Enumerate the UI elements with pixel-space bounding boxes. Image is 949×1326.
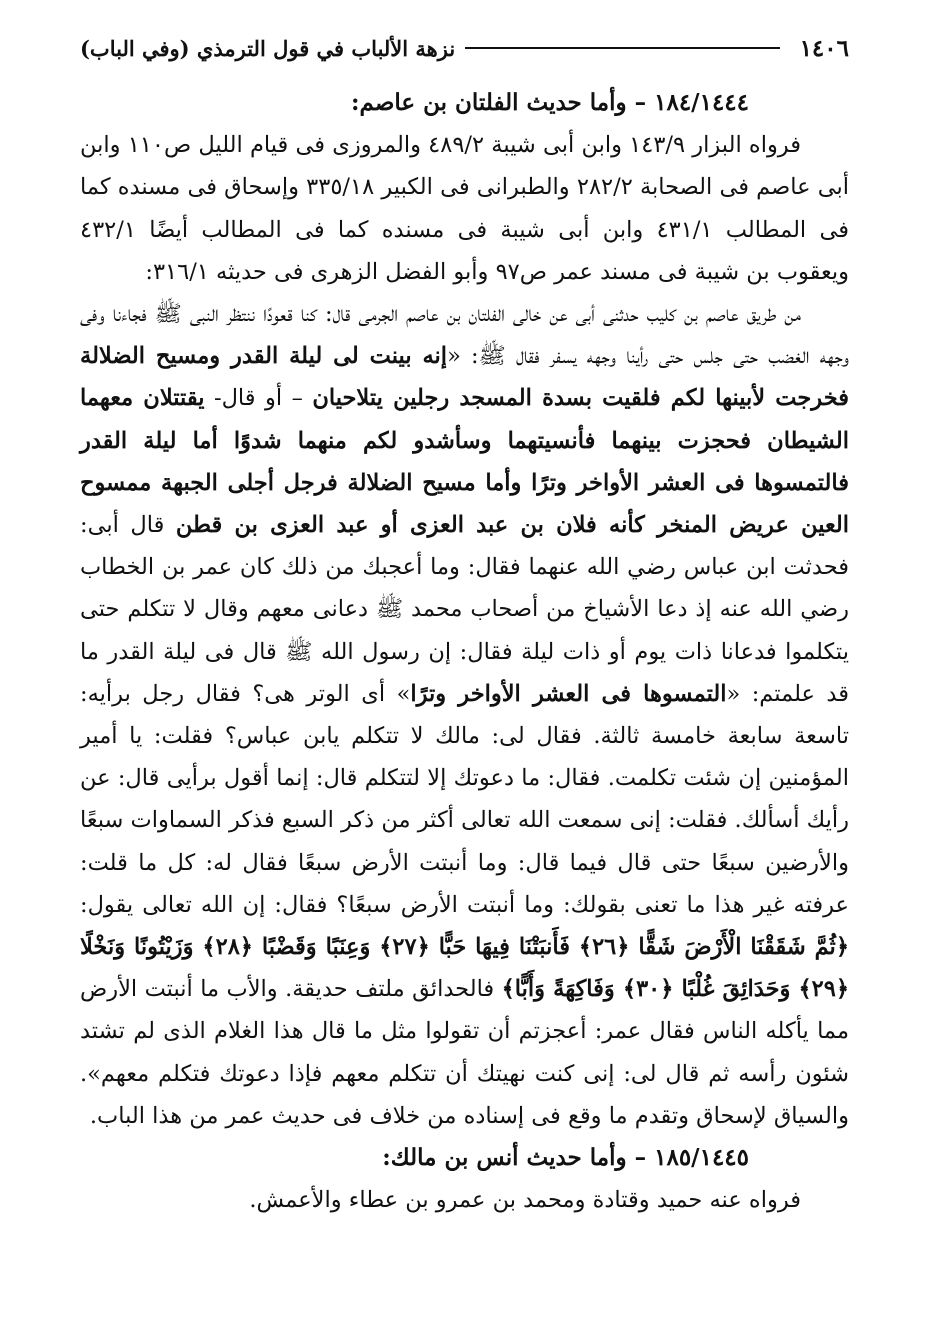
running-title: نزهة الألباب في قول الترمذي (وفي الباب) [80,35,456,61]
hadith-middle: قال أبى: فحدثت ابن عباس رضي الله عنهما فقال: وما أعجبك من ذلك كان عمر بن الخطاب رضي الله عنه إذ دعا الأشياخ من أصحاب محمد ﷺ دعانى معهم وقال لا تتكلم حتى يتكلموا فدعانا ذات يوم أو ذات ليلة فقال: إن رسول الله ﷺ قال فى ليلة القدر ما قد علمتم: « [80,512,849,707]
page-content [80,82,849,1221]
narrator-aside: – أو قال- [204,385,313,412]
hadith-closing: فالحدائق ملتف حديقة. والأب ما أنبتت الأرض مما يأكله الناس فقال عمر: أعجزتم أن تقولوا مثل ما قال هذا الغلام الذى لم تشتد شئون رأسه ثم قال لى: إنى كنت نهيتك أن تتكلم معهم فإذا دعوتك فتكلم معهم». والسياق لإسحاق وتقدم ما وقع فى إسناده من خلاف فى حديث عمر من هذا الباب. [80,976,849,1129]
header-rule [465,47,779,49]
prophet-quote-part-3: التمسوها فى العشر الأواخر وترًا [410,680,727,707]
hadith-dialogue: » أى الوتر هى؟ فقال رجل برأيه: تاسعة سابعة خامسة ثالثة. فقال لى: مالك لا تتكلم يابن عباس؟ فقلت: يا أمير المؤمنين إن شئت تكلمت. فقال: ما دعوتك إلا لتتكلم قال: إنما أقول برأيى قال: عن رأيك أسألك. فقلت: إنى سمعت الله تعالى أكثر من ذكر السبع فذكر السماوات سبعًا والأرضين سبعًا حتى قال فيما قال: وما أنبتت الأرض سبعًا فقال له: كل ما قلت: عرفته غير هذا ما تعنى بقولك: وما أنبتت الأرض سبعًا؟ فقال: إن الله تعالى يقول: [80,680,849,918]
running-header [80,28,849,68]
prophet-quote-part-2: يقتتلان معهما الشيطان فحجزت بينهما فأنسيتهما وسأشدو لكم منهما شدوًا أما ليلة القدر فالتمسوها فى العشر الأواخر وترًا وأما مسيح الضلالة فرجل أجلى الجبهة ممسوح العين عريض المنخر كأنه فلان بن عبد العزى أو عبد العزى بن قطن [80,385,849,539]
page-number: ١٤٠٦ [799,34,849,62]
hadith-intro: من طريق عاصم بن كليب حدثنى أبى عن خالى الفلتان بن عاصم الجرمى قال: كنا قعودًا ننتظر النبى ﷺ فجاءنا وفى وجهه الغضب حتى جلس حتى رأينا وجهه يسفر فقال ﷺ: « [80,301,849,370]
sources-paragraph-1445: فرواه عنه حميد وقتادة ومحمد بن عمرو بن عطاء والأعمش. [249,1187,801,1214]
section-heading-1445: ١٨٥/١٤٤٥ – وأما حديث أنس بن مالك: [382,1144,749,1172]
hadith-paragraph-1444 [80,293,849,1137]
sources-paragraph-1444: فرواه البزار ١٤٣/٩ وابن أبى شيبة ٤٨٩/٢ والمروزى فى قيام الليل ص١١٠ وابن أبى عاصم فى الصحابة ٢٨٢/٢ والطبرانى فى الكبير ٣٣٥/١٨ وإسحاق فى مسنده كما فى المطالب ٤٣١/١ وابن أبى شيبة فى مسنده كما فى المطالب أيضًا ٤٣٢/١ ويعقوب بن شيبة فى مسند عمر ص٩٧ وأبو الفضل الزهرى فى حديثه ٣١٦/١: [80,132,849,285]
book-page [80,28,849,1286]
prophet-quote-part-1: إنه بينت لى ليلة القدر ومسيح الضلالة فخرجت لأبينها لكم فلقيت بسدة المسجد رجلين يتلاحيان [80,343,849,412]
quran-verses: ﴿ثُمَّ شَقَقْنَا الْأَرْضَ شَقًّا ﴿٢٦﴾ فَأَنبَتْنَا فِيهَا حَبًّا ﴿٢٧﴾ وَعِنَبًا وَقَضْبًا ﴿٢٨﴾ وَزَيْتُونًا وَنَخْلًا ﴿٢٩﴾ وَحَدَائِقَ غُلْبًا ﴿٣٠﴾ وَفَاكِهَةً وَأَبًّا﴾ [80,934,850,1003]
section-heading-1444: ١٨٤/١٤٤٤ – وأما حديث الفلتان بن عاصم: [351,89,749,116]
